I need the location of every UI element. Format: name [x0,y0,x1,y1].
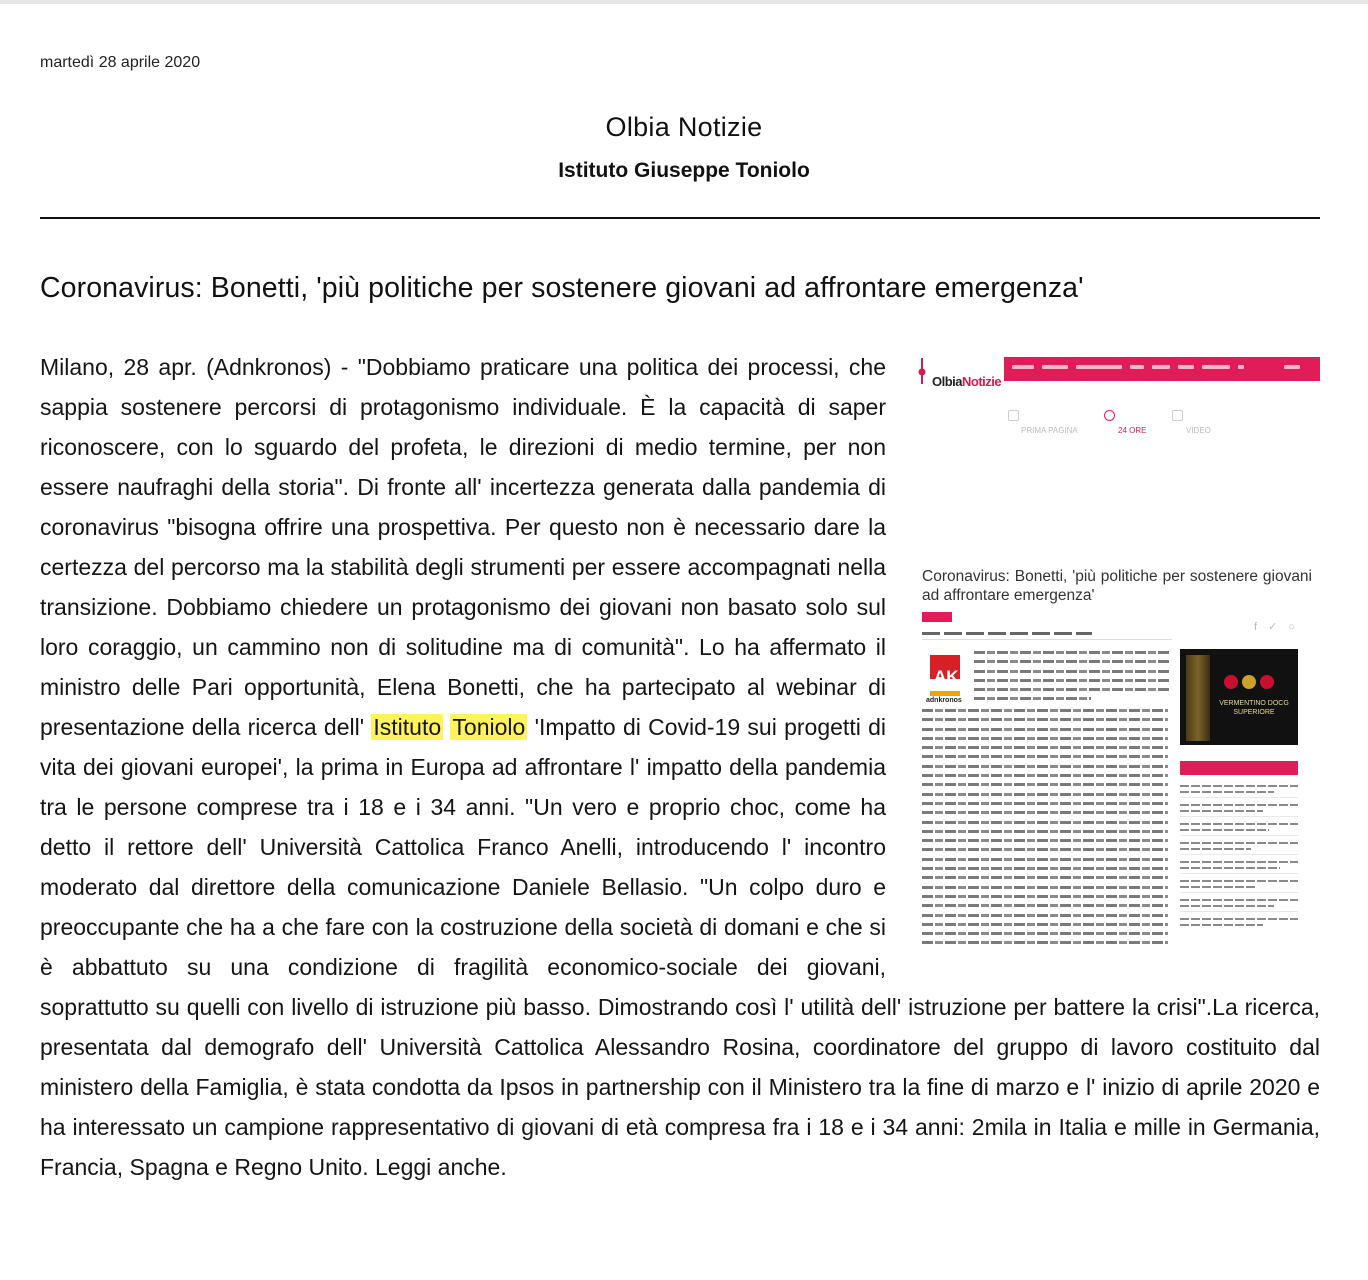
clipping-text-block [974,651,1169,707]
date-label: martedì 28 aprile 2020 [40,54,201,71]
highlight-istituto: Istituto [373,714,442,740]
clipping-category-badge [922,612,952,622]
article-text-part-1: Milano, 28 apr. (Adnkronos) - "Dobbiamo praticare una politica dei processi, che sappia sostenere percorsi di protagonismo individuale. È la capacità di saper riconoscere, con lo sguardo del profeta, le direzioni di medio termine, per non essere naufraghi della storia". Di fronte all' incertezza generata dalla pandemia di coronavirus "bisogna offrire una prospettiva. Per questo non è necessario dare la certezza del percorso ma la stabilità degli strumenti per essere accompagnati nella transizione. Dobbiamo chiedere un protagonismo dei giovani non basato solo sul loro coraggio, un cammino non di solitudine ma di comunità". Lo ha affermato il ministro delle Pari opportunità, Elena Bonetti, che ha partecipato al webinar di presentazione della ricerca dell' [40,354,886,740]
clipping-tab-prima-pagina: PRIMA PAGINA [1021,426,1078,435]
clipping-tab-24-ore: 24 ORE [1118,426,1147,435]
clipping-social-icons: f ✓ ○ [1254,621,1300,633]
clipping-logo [914,355,1002,389]
clipping-navbar [1004,357,1320,381]
wine-advertisement [1180,649,1298,745]
highlight-toniolo: Toniolo [452,714,526,740]
header-divider [40,217,1320,219]
clipping-text-block-wide [922,709,1168,949]
masthead-subtitle: Istituto Giuseppe Toniolo [558,159,810,182]
bottle-image [1186,655,1210,741]
article-headline: Coronavirus: Bonetti, 'più politiche per sostenere giovani ad affrontare emergenza' [40,272,1084,304]
adnkronos-logo: AK adnkronos [924,655,968,701]
article-body [40,347,1320,1187]
article-clipping-image [908,349,1320,949]
clipping-meta-line [922,632,1092,635]
clipping-logo-text: OlbiaNotizie [932,374,1002,389]
masthead [0,112,1368,183]
article-text-part-2: 'Impatto di Covid-19 sui progetti di vita dei giovani europei', la prima in Europa ad affrontare l' impatto della pandemia tra le persone comprese tra i 18 e i 34 anni. "Un vero e proprio choc, come ha detto il rettore dell' Università Cattolica Franco Anelli, introducendo l' incontro moderato dal direttore della comunicazione Daniele Bellasio. "Un colpo duro e preoccupante che ha a che fare con la costruzione della società di domani e che si è abbattuto su una condizione di fragilità economico-sociale dei giovani, soprattutto su quelli con livello di istruzione più basso. Dimostrando così l' utilità dell' istruzione per battere la crisi".La ricerca, presentata dal demografo dell' Università Cattolica Alessandro Rosina, coordinatore del gruppo di lavoro costituito dal ministero della Famiglia, è stata condotta da Ipsos in partnership con il Ministero tra la fine di marzo e l' inizio di aprile 2020 e ha interessato un campione rappresentativo di giovani di età compresa fra i 18 e i 34 anni: 2mila in Italia e mille in Germania, Francia, Spagna e Regno Unito. Leggi anche. [40,714,1320,1180]
clipping-title: Coronavirus: Bonetti, 'più politiche per sostenere giovani ad affrontare emergenza' [922,568,1312,604]
clipping-sidebar-header [1180,761,1298,775]
clipping-tab-video: VIDEO [1186,426,1211,435]
publication-name: Olbia Notizie [605,112,763,142]
advertisement-text: VERMENTINO DOCG SUPERIORE [1219,700,1289,716]
top-border [0,0,1368,4]
clipping-sidebar-list [1180,785,1298,930]
clipping-tabs [1008,409,1248,435]
logo-mark-icon [918,358,926,384]
